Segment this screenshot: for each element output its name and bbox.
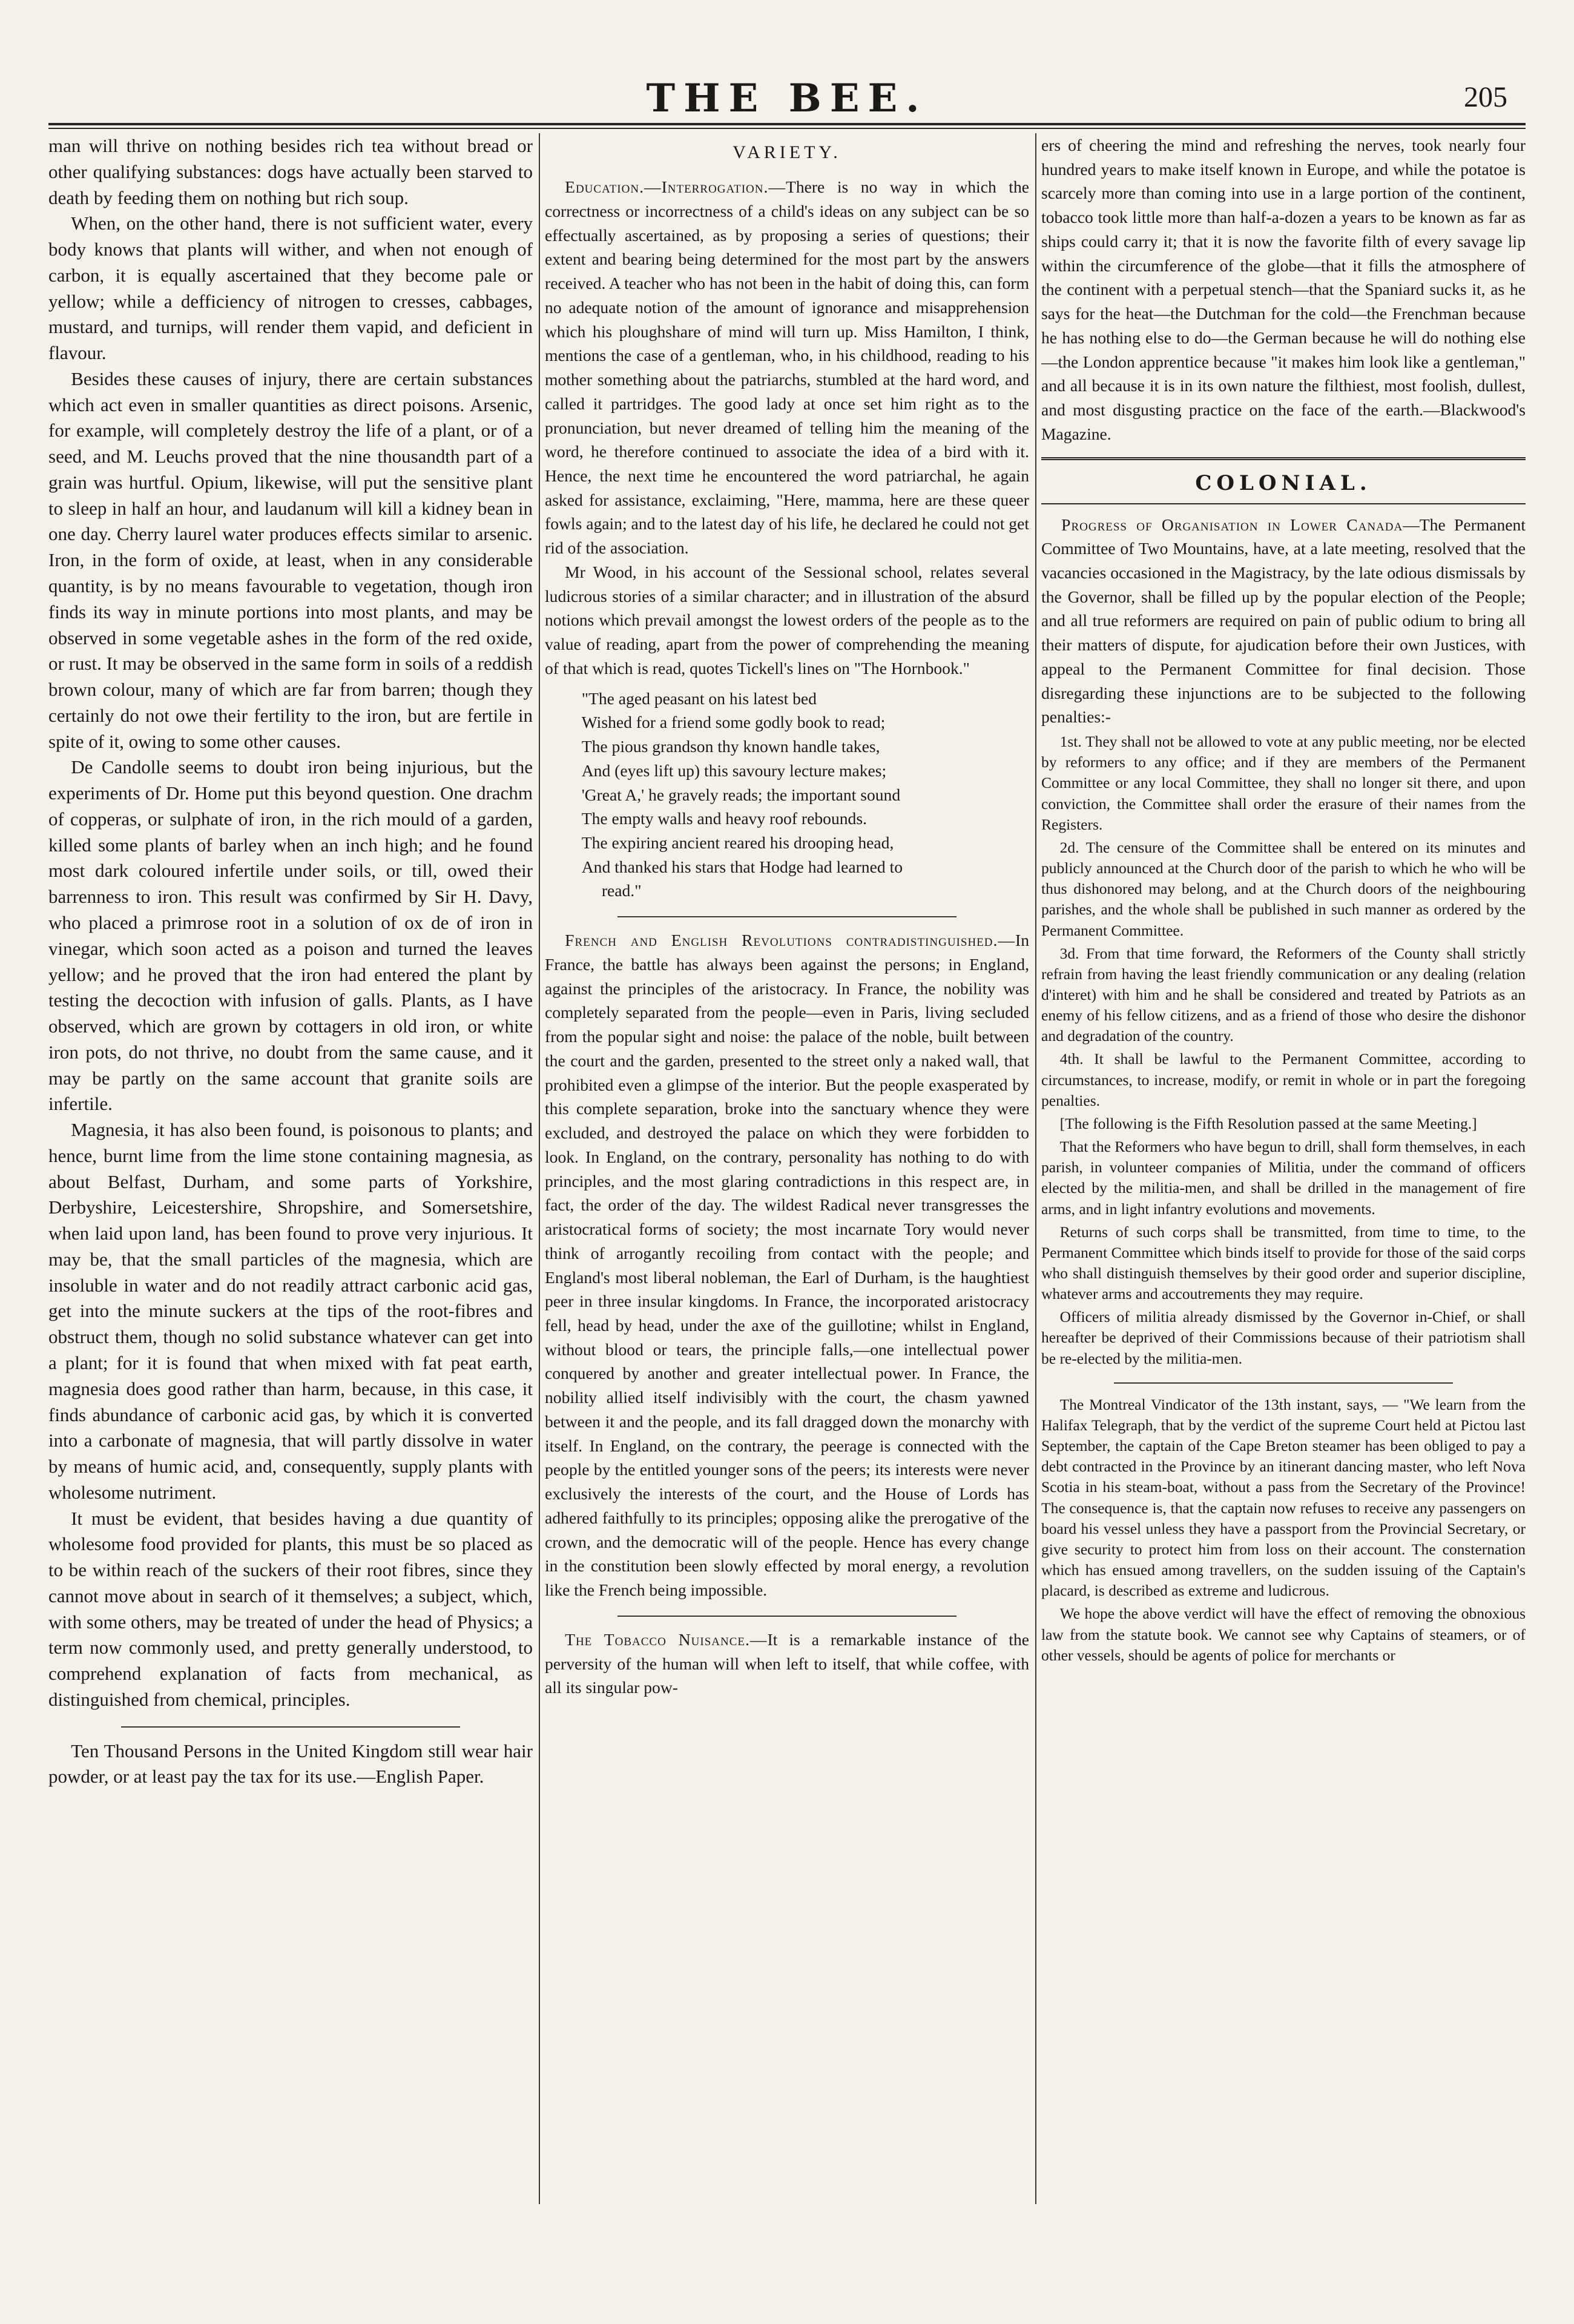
resolution-item: 3d. From that time forward, the Reformers of the County shall strictly refrain from having the least friendly communication or any dealing (relation d'interet) with him and he shall be considered and treated by Patriots as an enemy of his fellow citizens, and as a friend of those who desire the dishonor and degradation of the country. bbox=[1041, 944, 1526, 1045]
article-text: It is a remarkable instance of the perversity of the human will when left to itself, that while coffee, with all its singular pow- bbox=[545, 1629, 1029, 1697]
article-text: There is no way in which the correctness or incorrectness of a child's ideas on any subject can be so effectually ascertained, as by proposing a series of questions; their extent and bearing being determined for the most part by the answers received. A teacher who has not been in the habit of doing this, can form no adequate notion of the amount of ignorance and misapprehension which his ploughshare of mind will turn up. Miss Hamilton, I think, mentions the case of a gentleman, who, in his childhood, reading to his mother something about the patriarchs, stumbled at the hard word, and called it partridges. The good lady at once set him right as to the pronunciation, but never dreamed of telling him the meaning of the word, he therefore continued to associate the idea of a bird with it. Hence, the next time he encountered the word patriarchal, he again asked for assistance, exclaiming, "Here, mamma, here are these queer fowls again; and to the latest day of his life, he declared he could not get rid of the association. bbox=[545, 177, 1029, 558]
column-divider bbox=[1035, 133, 1036, 2204]
resolution-item: 4th. It shall be lawful to the Permanent Committee, according to circumstances, to increase, modify, or remit in whole or in part the foregoing penalties. bbox=[1041, 1050, 1526, 1109]
section-heading-variety: VARIETY. bbox=[733, 142, 841, 162]
paragraph: De Candolle seems to doubt iron being injurious, but the experiments of Dr. Home put this beyond question. One drachm of copperas, or sulphate of iron, in the rich mould of a garden, killed some plants of barley when an inch high; and he found most dark coloured infertile under soils, or till, owed their barrenness to iron. This result was confirmed by Sir H. Davy, who placed a primrose root in a solution of ox de of iron in vinegar, which soon acted as a poison and turned the leaves yellow; and he proved that the iron had entered the plant by testing the decoction with infusion of galls. Plants, as I have observed, which are grown by cottagers in old iron, or white iron pots, do not thrive, no doubt from the same cause, and it may be partly on the same account that granite soils are infertile. bbox=[48, 756, 533, 1115]
masthead-rule bbox=[48, 123, 1526, 129]
newspaper-title: THE BEE. bbox=[646, 76, 928, 121]
column-right bbox=[1041, 133, 1526, 2204]
resolution-note: [The following is the Fifth Resolution passed at the same Meeting.] bbox=[1059, 1114, 1477, 1132]
resolution-item: 1st. They shall not be allowed to vote at any public meeting, nor be elected by reformers to any office; and if they are members of the Permanent Committee or any local Committee, they shall no longer sit there, and upon conviction, the Committee shall order the erasure of their names from the Registers. bbox=[1041, 733, 1526, 833]
paragraph: Returns of such corps shall be transmitted, from time to time, to the Permanent Committee which binds itself to provide for those of the said corps who shall distinguish themselves by their good order and superior discipline, whatever arms and accoutrements they may require. bbox=[1041, 1223, 1526, 1303]
divider bbox=[1041, 503, 1526, 504]
poem-line: The pious grandson thy known handle takes, bbox=[581, 737, 880, 756]
divider bbox=[617, 916, 957, 917]
article-heading: Progress of Organisation in Lower Canada bbox=[1061, 515, 1403, 534]
paragraph: Officers of militia already dismissed by the Governor in-Chief, or shall hereafter be deprived of their Commissions because of their patriotism shall be re-elected by the militia-men. bbox=[1041, 1308, 1526, 1367]
paragraph: ers of cheering the mind and refreshing the nerves, took nearly four hundred years to make itself known in Europe, and while the potatoe is scarcely more than coming into use in a large portion of the continent, tobacco took little more than half-a-dozen a years to be known as far as ships could carry it; that it is now the favorite filth of every savage lip within the circumference of the globe—that it fills the atmosphere of the continent with a perpetual stench—that the Spaniard sucks it, as he says for the heat—the Dutchman for the cold—the Frenchman because he has nothing else to do—the German because he will do nothing else—the London apprentice because "it makes him look like a gentleman," and all because it is in its own nature the filthiest, most foolish, dullest, and most disgusting practice on the face of the earth.—Blackwood's Magazine. bbox=[1041, 136, 1526, 443]
article-vindicator: The Montreal Vindicator of the 13th instant, says, — "We learn from the Halifax Telegraph, that by the verdict of the supreme Court held at Pictou last September, the captain of the Cape Breton steamer has been obliged to pay a debt contracted in the Province by an itinerant dancing master, who left Nova Scotia in his steam-boat, without a pass from the Secretary of the Province! The consequence is, that the captain now refuses to receive any passengers on board his vessel unless they have a passport from the Provincial Secretary, or give security to protect him from loss on their account. The consternation which has ensued among travellers, on the sudden issuing of the Captain's placard, is described as extreme and ludicrous. bbox=[1041, 1395, 1526, 1600]
article-education bbox=[545, 175, 1029, 560]
paragraph: That the Reformers who have begun to drill, shall form themselves, in each parish, in volunteer companies of Militia, under the command of officers elected by the militia-men, and shall be drilled in the management of fire arms, and in light infantry evolutions and movements. bbox=[1041, 1138, 1526, 1218]
poem bbox=[582, 687, 1029, 903]
article-heading: The Tobacco Nuisance.— bbox=[565, 1629, 768, 1649]
masthead bbox=[48, 76, 1526, 124]
article-organisation bbox=[1041, 513, 1526, 730]
paragraph: It must be evident, that besides having a due quantity of wholesome food provided for plants, this must be so placed as to be within reach of the suckers of their root fibres, since they cannot move about in search of it themselves; a subject, which, with some others, may be treated of under the head of Physics; a term now commonly used, and pretty generally understood, to comprehend explanation of facts from mechanical, as distinguished from chemical, principles. bbox=[48, 1507, 533, 1710]
article-heading: Education.—Interrogation.— bbox=[565, 177, 786, 197]
paragraph: Ten Thousand Persons in the United Kingdom still wear hair powder, or at least pay the tax for its use.—English Paper. bbox=[48, 1740, 533, 1788]
poem-line: Wished for a friend some godly book to read; bbox=[581, 713, 886, 732]
divider bbox=[617, 1616, 957, 1617]
paragraph: When, on the other hand, there is not sufficient water, every body knows that plants will wither, and when not enough of carbon, it is equally ascertained that they become pale or yellow; while a defficiency of nitrogen to cresses, cabbages, mustard, and turnips, will render them vapid, and deficient in flavour. bbox=[48, 213, 533, 364]
article-heading: French and English Revolutions contradistinguished.— bbox=[565, 931, 1015, 950]
column-middle bbox=[545, 133, 1029, 2204]
paragraph: man will thrive on nothing besides rich tea without bread or other qualifying substances: dogs have actually been starved to death by feeding them on nothing but rich soup. bbox=[48, 135, 533, 208]
article-text: In France, the battle has always been against the persons; in England, against the principles of the aristocracy. In France, the nobility was completely separated from the people—even in Paris, living secluded from the popular sight and noise: the palace of the noble, built between the court and the garden, presented to the street only a naked wall, that prohibited even a glimpse of the interior. But the people exasperated by this complete separation, broke into the sanctuary whence they were excluded, and destroyed the palace on which they were forbidden to look. In England, on the contrary, personality has nothing to do with principles, and the most glaring contradictions in this respect are, in fact, the order of the day. The wildest Radical never transgresses the aristocratical forms of society; the most incarnate Tory would never think of arrogantly recoiling from contact with the people; and England's most liberal nobleman, the Earl of Durham, is the haughtiest peer in three insular kingdoms. In France, the incorporated aristocracy fell, head by head, under the axe of the guillotine; whilst in England, without blood or tears, the principle falls,—one intellectual power conquered by another and greater intellectual power. In France, the nobility allied itself indivisibly with the court, the chasm yawned between it and the people, and its fall dragged down the monarchy with itself. In England, on the contrary, the peerage is connected with the people by the entitled younger sons of the peers; its interests were never exclusively the interests of the court, and the House of Lords has adhered faithfully to its principles; opposing alike the prerogative of the crown, and the democratic will of the people. Hence has every change in the constitution been slowly effected by moral energy, a revolution like the French being impossible. bbox=[545, 931, 1029, 1600]
divider bbox=[1114, 1382, 1453, 1384]
article-text: —The Permanent Committee of Two Mountains, have, at a late meeting, resolved that the vacancies occasioned in the Magistracy, by the late odious dismissals by the Governor, shall be filled up by the popular election of the People; and all true reformers are required on pain of public odium to bring all their matters of dispute, for ajudication before their own Justices, with appeal to the Permanent Committee for final decision. Those disregarding these injunctions are to be subjected to the following penalties:- bbox=[1041, 515, 1526, 727]
article-revolutions bbox=[545, 928, 1029, 1602]
column-divider bbox=[539, 133, 540, 2204]
poem-line: read." bbox=[601, 881, 642, 900]
poem-line: And (eyes lift up) this savoury lecture makes; bbox=[581, 761, 887, 780]
poem-line: 'Great A,' he gravely reads; the important sound bbox=[581, 785, 901, 804]
double-rule bbox=[1041, 457, 1526, 464]
paragraph: We hope the above verdict will have the effect of removing the obnoxious law from the statute book. We cannot see why Captains of steamers, or of other vessels, should be agents of police for merchants or bbox=[1041, 1605, 1526, 1664]
poem-line: The empty walls and heavy roof rebounds. bbox=[581, 809, 867, 828]
page-number: 205 bbox=[1464, 81, 1507, 113]
column-left bbox=[48, 133, 533, 2204]
paragraph: Magnesia, it has also been found, is poisonous to plants; and hence, burnt lime from the lime stone containing magnesia, as about Belfast, Durham, and some parts of Yorkshire, Derbyshire, Leicestershire, Shropshire, and Somersetshire, when laid upon land, has been found to prove very injurious. It may be, that the small particles of the magnesia, which are insoluble in water and do not readily attract carbonic acid gas, get into the minute suckers at the tips of the root-fibres and obstruct them, though no solid substance whatever can get into a plant; for it is found that when mixed with fat peat earth, magnesia does good rather than harm, because, in this case, it finds abundance of carbonic acid gas, by which it is converted into a carbonate of magnesia, that will partly dissolve in water by means of humic acid, and, consequently, supply plants with wholesome nutriment. bbox=[48, 1119, 533, 1503]
poem-line: "The aged peasant on his latest bed bbox=[581, 688, 817, 708]
paragraph: Besides these causes of injury, there are certain substances which act even in smaller quantities as direct poisons. Arsenic, for example, will completely destroy the life of a plant, or of a seed, and M. Leuchs proved that the nine thousandth part of a grain was hurtful. Opium, likewise, will put the sensitive plant to sleep in half an hour, and laudanum will kill a kidney bean in one day. Cherry laurel water produces effects similar to arsenic. Iron, in the form of oxide, at least, when in any considerable quantity, is by no means favourable to vegetation, though iron finds its way in minute portions into most plants, and may be observed in some vegetable ashes in the form of the red oxide, or rust. It may be observed in the same form in soils of a reddish brown colour, many of which are far from barren; though they certainly do not owe their fertility to the iron, but are fertile in spite of it, owing to some other causes. bbox=[48, 368, 533, 752]
article-tobacco bbox=[545, 1628, 1029, 1700]
section-heading-colonial: COLONIAL. bbox=[1195, 470, 1372, 495]
paragraph: Mr Wood, in his account of the Sessional school, relates several ludicrous stories of a similar character; and in illustration of the absurd notions which prevail amongst the lowest orders of the people as to the value of reading, apart from the power of comprehending the meaning of that which is read, quotes Tickell's lines on "The Hornbook." bbox=[545, 562, 1029, 678]
poem-line: The expiring ancient reared his drooping head, bbox=[581, 833, 894, 853]
poem-line: And thanked his stars that Hodge had learned to bbox=[581, 857, 903, 876]
resolution-item: 2d. The censure of the Committee shall be entered on its minutes and publicly announced at the Church door of the parish to which he who will be thus dishonored may belong, and at the Church doors of the neighbouring parishes, and the whole shall be published in such manner as ordered by the Permanent Committee. bbox=[1041, 838, 1526, 939]
divider bbox=[121, 1726, 460, 1728]
